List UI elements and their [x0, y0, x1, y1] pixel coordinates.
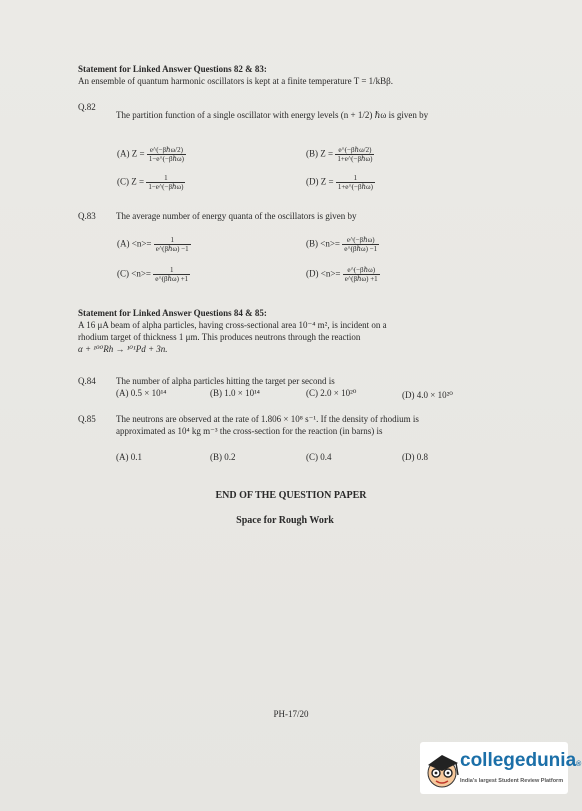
option-b	[306, 236, 379, 253]
option-b: (B) 0.2	[210, 452, 236, 462]
option-c	[117, 266, 190, 283]
denominator: e^(βℏω) −1	[155, 245, 189, 253]
linked-statement-84-85-line: rhodium target of thickness 1 μm. This produces neutrons through the reaction	[78, 332, 361, 342]
question-text: The number of alpha particles hitting the target per second is	[116, 376, 335, 386]
mascot-icon	[422, 745, 462, 793]
denominator: 1+e^(−βℏω)	[337, 155, 373, 163]
option-label: (C) Z =	[117, 176, 145, 187]
fraction	[342, 236, 379, 253]
numerator: 1	[353, 174, 358, 182]
option-a	[117, 146, 186, 163]
question-text: approximated as 10⁴ kg m⁻³ the cross-section for the reaction (in barns) is	[116, 426, 383, 436]
option-label: (A) Z =	[117, 148, 145, 159]
numerator: e^(−βℏω)	[347, 266, 376, 274]
page-code: PH-17/20	[273, 709, 309, 719]
denominator: 1−e^(−βℏω)	[148, 155, 184, 163]
option-b: (B) 1.0 × 10¹⁴	[210, 388, 260, 398]
numerator: e^(−βℏω/2)	[338, 146, 372, 154]
brand-suffix: ®	[576, 761, 582, 768]
numerator: 1	[170, 236, 174, 244]
brand-text: collegedunia	[460, 750, 577, 771]
linked-statement-82-83-title: Statement for Linked Answer Questions 82 & 83:	[78, 64, 267, 74]
option-b	[306, 146, 374, 163]
linked-statement-84-85-title: Statement for Linked Answer Questions 84 & 85:	[78, 308, 267, 318]
denominator: e^(βℏω) +1	[155, 275, 189, 283]
denominator: e^(βℏω) +1	[344, 275, 378, 283]
option-label: (C) <n>=	[117, 268, 151, 279]
fraction	[147, 146, 186, 163]
linked-statement-84-85-line: A 16 μA beam of alpha particles, having cross-sectional area 10⁻⁴ m², is incident on a	[78, 320, 387, 330]
question-number: Q.82	[78, 102, 96, 112]
fraction	[343, 266, 380, 283]
option-label: (B) Z =	[306, 148, 334, 159]
question-text: The partition function of a single oscillator with energy levels (n + 1/2) ℏω is given by	[116, 110, 429, 120]
option-d	[306, 174, 375, 191]
fraction	[154, 236, 191, 253]
option-label: (B) <n>=	[306, 238, 340, 249]
numerator: 1	[164, 174, 168, 182]
option-d	[306, 266, 380, 283]
option-label: (A) <n>=	[117, 238, 152, 249]
question-number: Q.85	[78, 414, 96, 424]
option-a: (A) 0.5 × 10¹⁴	[116, 388, 167, 398]
brand-name	[460, 750, 581, 772]
option-d: (D) 4.0 × 10²⁰	[402, 390, 453, 400]
option-label: (D) <n>=	[306, 268, 341, 279]
option-a	[117, 236, 191, 253]
question-number: Q.84	[78, 376, 96, 386]
fraction	[336, 174, 375, 191]
option-label: (D) Z =	[306, 176, 334, 187]
rough-work-text: Space for Rough Work	[236, 515, 334, 526]
option-c: (C) 2.0 × 10²⁰	[306, 388, 357, 398]
end-of-paper-text: END OF THE QUESTION PAPER	[215, 490, 367, 501]
question-text: The neutrons are observed at the rate of 1.806 × 10⁸ s⁻¹. If the density of rhodium is	[116, 414, 419, 424]
denominator: e^(βℏω) −1	[344, 245, 378, 253]
option-c: (C) 0.4	[306, 452, 332, 462]
option-a: (A) 0.1	[116, 452, 142, 462]
collegedunia-logo	[420, 742, 582, 794]
denominator: 1−e^(−βℏω)	[148, 183, 184, 191]
fraction	[153, 266, 190, 283]
numerator: e^(−βℏω/2)	[149, 146, 183, 154]
denominator: 1+e^(−βℏω)	[337, 183, 373, 191]
option-c	[117, 174, 185, 191]
reaction-equation: α + ¹⁰⁰Rh → ¹⁰¹Pd + 3n.	[78, 344, 168, 354]
numerator: 1	[169, 266, 174, 274]
fraction	[335, 146, 374, 163]
numerator: e^(−βℏω)	[346, 236, 375, 244]
question-number: Q.83	[78, 211, 96, 221]
option-d: (D) 0.8	[402, 452, 428, 462]
question-text: The average number of energy quanta of the oscillators is given by	[116, 211, 357, 221]
brand-tagline: India's largest Student Review Platform	[460, 778, 564, 784]
fraction	[146, 174, 185, 191]
linked-statement-82-83-text: An ensemble of quantum harmonic oscillators is kept at a finite temperature T = 1/kBβ.	[78, 76, 393, 86]
